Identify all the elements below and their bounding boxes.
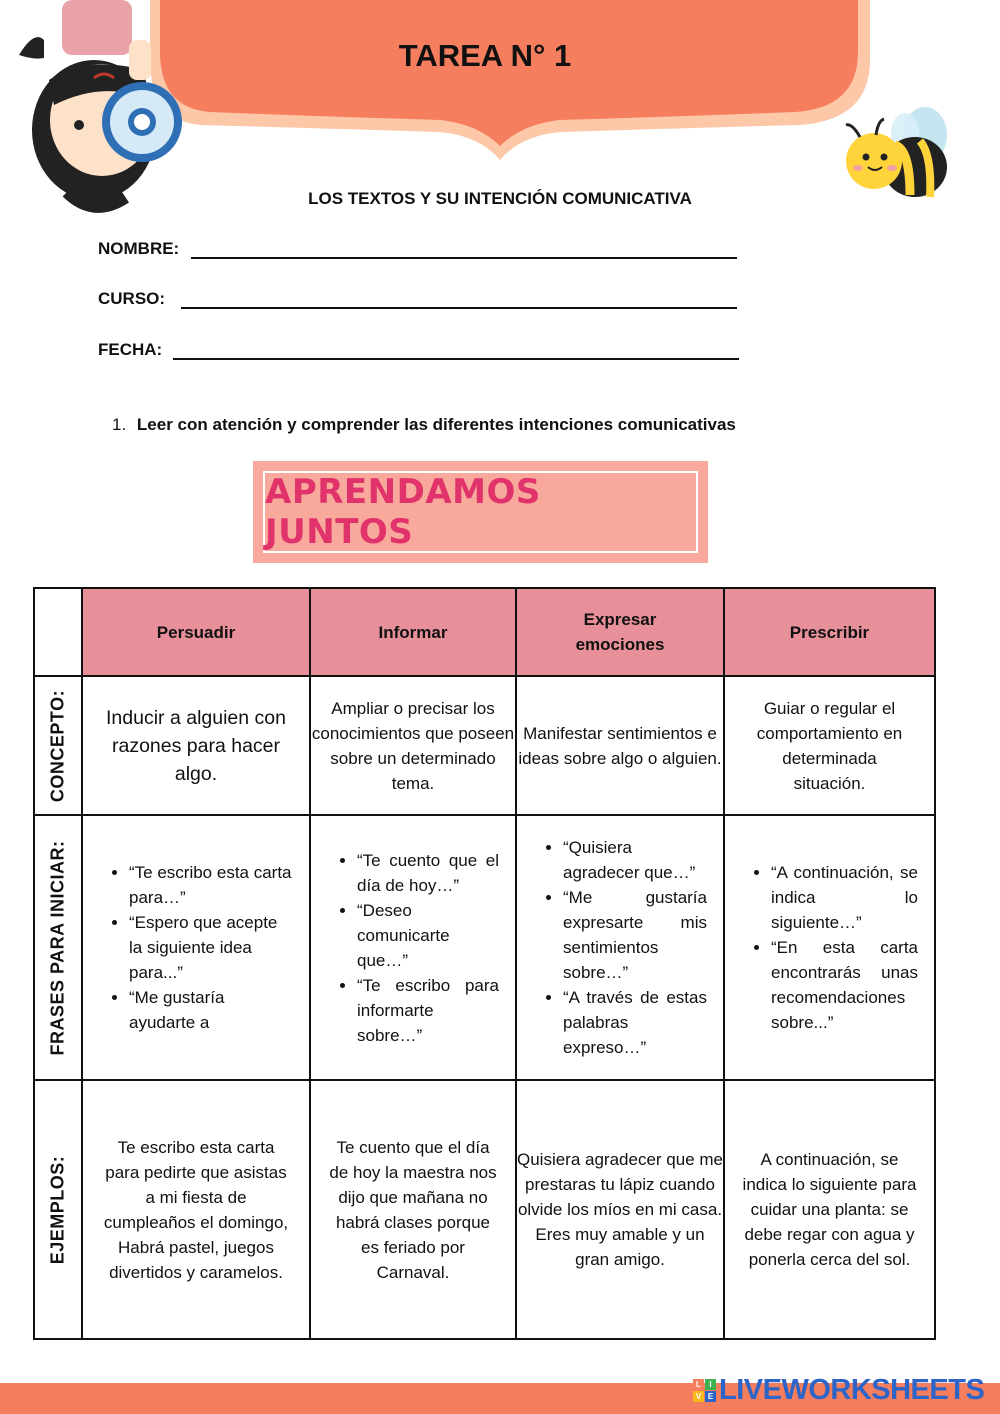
- phrases-cell: [310, 815, 516, 1080]
- worksheet-subtitle: LOS TEXTOS Y SU INTENCIÓN COMUNICATIVA: [308, 189, 692, 208]
- phrases-cell: [724, 815, 935, 1080]
- phrases-cell: [82, 815, 310, 1080]
- column-header: Informar: [310, 588, 516, 676]
- date-label: FECHA:: [98, 340, 163, 359]
- phrases-list: [83, 860, 309, 1035]
- list-item: • “Quisiera agradecer que…”: [563, 835, 707, 885]
- list-item: • “Me gustaría expresarte mis sentimientos sobre…”: [563, 885, 707, 985]
- table-header-row: [34, 588, 935, 676]
- list-item: • “Te escribo esta carta para…”: [129, 860, 293, 910]
- list-item: • “Te escribo para informarte sobre…”: [357, 973, 499, 1048]
- column-header: Prescribir: [724, 588, 935, 676]
- phrases-list: [311, 848, 515, 1048]
- concept-cell: Manifestar sentimientos e ideas sobre algo o alguien.: [516, 676, 724, 815]
- phrases-list: [517, 835, 723, 1060]
- date-input-line[interactable]: [173, 358, 739, 360]
- logo-icon: [693, 1379, 716, 1402]
- phrases-cell: [516, 815, 724, 1080]
- column-header: Expresar emociones: [516, 588, 724, 676]
- row-label: EJEMPLOS:: [47, 1155, 68, 1264]
- example-cell: Te cuento que el día de hoy la maestra nos dijo que mañana no habrá clases porque es feriado por Carnaval.: [310, 1080, 516, 1339]
- table-row: [34, 676, 935, 815]
- name-label: NOMBRE:: [98, 239, 180, 258]
- course-input-line[interactable]: [181, 307, 737, 309]
- list-item: • “Deseo comunicarte que…”: [357, 898, 499, 973]
- name-input-line[interactable]: [191, 257, 737, 259]
- list-item: • “Me gustaría ayudarte a: [129, 985, 293, 1035]
- list-item: • “A continuación, se indica lo siguiente…”: [771, 860, 918, 935]
- date-field: [98, 340, 162, 360]
- phrases-list: [725, 860, 934, 1035]
- example-cell: Quisiera agradecer que me prestaras tu lápiz cuando olvide los míos en mi casa. Eres muy amable y un gran amigo.: [516, 1080, 724, 1339]
- row-label-cell: [34, 1080, 82, 1339]
- list-item: • “A través de estas palabras expreso…”: [563, 985, 707, 1060]
- logo-text: LIVEWORKSHEETS: [719, 1373, 985, 1406]
- table-row: [34, 1080, 935, 1339]
- table-corner: [34, 588, 82, 676]
- column-header: Persuadir: [82, 588, 310, 676]
- instruction-text: Leer con atención y comprender las diferentes intenciones comunicativas: [136, 415, 736, 434]
- logo-letter: V: [693, 1391, 704, 1402]
- logo-letter: E: [705, 1391, 716, 1402]
- badge-text: APRENDAMOS JUNTOS: [263, 471, 698, 553]
- instruction: [112, 415, 736, 435]
- course-label: CURSO:: [98, 289, 166, 308]
- list-item: • “En esta carta encontrarás unas recomendaciones sobre...”: [771, 935, 918, 1035]
- logo-letter: L: [693, 1379, 704, 1390]
- page-title: TAREA N° 1: [398, 38, 572, 73]
- example-cell: A continuación, se indica lo siguiente para cuidar una planta: se debe regar con agua y ponerla cerca del sol.: [724, 1080, 935, 1339]
- course-field: [98, 289, 165, 309]
- row-label: CONCEPTO:: [47, 689, 68, 802]
- row-label-cell: [34, 676, 82, 815]
- list-item: • “Espero que acepte la siguiente idea para...”: [129, 910, 293, 985]
- instruction-number: 1.: [112, 415, 127, 434]
- detective-girl-illustration: [14, 0, 189, 215]
- concept-cell: Guiar o regular el comportamiento en determinada situación.: [724, 676, 935, 815]
- concept-cell: Inducir a alguien con razones para hacer algo.: [82, 676, 310, 815]
- concept-cell: Ampliar o precisar los conocimientos que poseen sobre un determinado tema.: [310, 676, 516, 815]
- row-label-cell: [34, 815, 82, 1080]
- list-item: • “Te cuento que el día de hoy…”: [357, 848, 499, 898]
- logo-letter: I: [705, 1379, 716, 1390]
- communicative-intentions-table: [33, 587, 936, 1340]
- name-field: [98, 239, 179, 259]
- table-row: [34, 815, 935, 1080]
- row-label: FRASES PARA INICIAR:: [47, 839, 68, 1056]
- aprendamos-badge: [253, 461, 708, 563]
- example-cell: Te escribo esta carta para pedirte que asistas a mi fiesta de cumpleaños el domingo, Habrá pastel, juegos divertidos y caramelos.: [82, 1080, 310, 1339]
- liveworksheets-logo[interactable]: [693, 1374, 984, 1406]
